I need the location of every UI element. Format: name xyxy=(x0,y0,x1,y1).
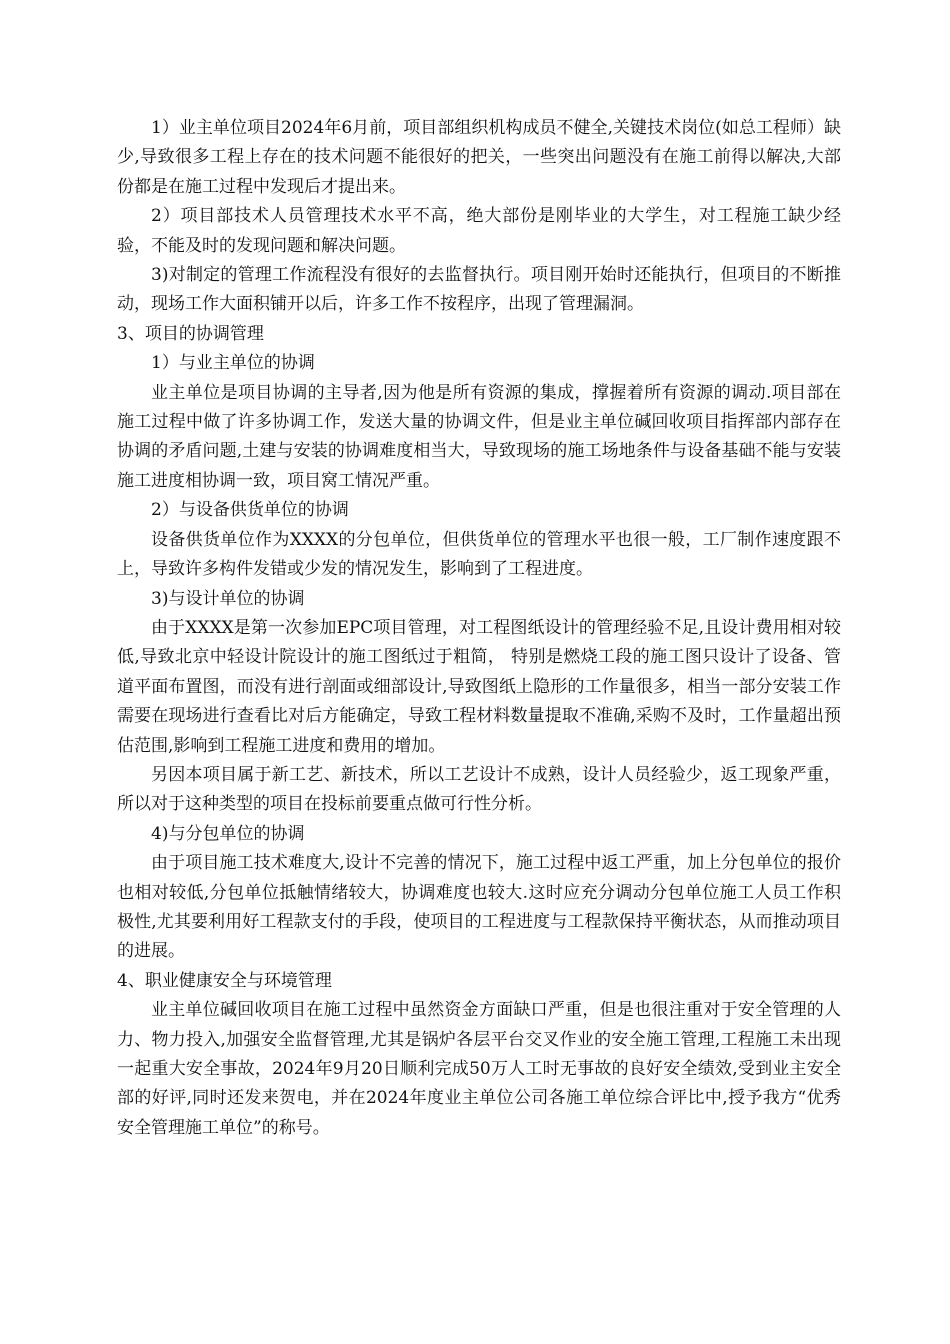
section-heading-4: 4、职业健康安全与环境管理 xyxy=(117,970,332,991)
subheading-supplier-coordination: 2）与设备供货单位的协调 xyxy=(151,500,349,521)
subheading-subcontractor-coordination: 4)与分包单位的协调 xyxy=(151,823,305,844)
paragraph-subcontractor-coordination: 由于项目施工技术难度大,设计不完善的情况下，施工过程中返工严重，加上分包单位的报价也相对较低,分包单位抵触情绪较大，协调难度也较大.这时应充分调动分包单位施工人员工作积极性,尤其要利用好工程款支付的手段，使项目的工程进度与工程款保持平衡状态，从而推动项目的进展。 xyxy=(117,853,841,962)
paragraph-2: 2）项目部技术人员管理技术水平不高，绝大部份是刚毕业的大学生，对工程施工缺少经验，不能及时的发现问题和解决问题。 xyxy=(117,206,841,256)
paragraph-1: 1）业主单位项目2024年6月前，项目部组织机构成员不健全,关键技术岗位(如总工程师）缺少,导致很多工程上存在的技术问题不能很好的把关，一些突出问题没有在施工前得以解决,大部份都是在施工过程中发现后才提出来。 xyxy=(117,118,841,197)
document-page xyxy=(117,114,841,1143)
subheading-owner-coordination: 1）与业主单位的协调 xyxy=(151,353,315,374)
subheading-design-coordination: 3)与设计单位的协调 xyxy=(151,588,305,609)
paragraph-new-technology: 另因本项目属于新工艺、新技术，所以工艺设计不成熟，设计人员经验少，返工现象严重，所以对于这种类型的项目在投标前要重点做可行性分析。 xyxy=(117,764,841,815)
paragraph-design-coordination: 由于XXXX是第一次参加EPC项目管理，对工程图纸设计的管理经验不足,且设计费用相对较低,导致北京中轻设计院设计的施工图纸过于粗简， 特别是燃烧工段的施工图只设计了设备、管道平面布置图，而没有进行剖面或细部设计,导致图纸上隐形的工作量很多，相当一部分安装工作需要在现场进行查看比对后方能确定，导致工程材料数量提取不准确,采购不及时，工作量超出预估范围,影响到工程施工进度和费用的增加。 xyxy=(117,617,841,756)
paragraph-owner-coordination: 业主单位是项目协调的主导者,因为他是所有资源的集成，撑握着所有资源的调动.项目部在施工过程中做了许多协调工作，发送大量的协调文件，但是业主单位碱回收项目指挥部内部存在协调的矛盾问题,土建与安装的协调难度相当大，导致现场的施工场地条件与设备基础不能与安装施工进度相协调一致，项目窝工情况严重。 xyxy=(117,382,841,491)
paragraph-safety-management: 业主单位碱回收项目在施工过程中虽然资金方面缺口严重，但是也很注重对于安全管理的人力、物力投入,加强安全监督管理,尤其是锅炉各层平台交叉作业的安全施工管理,工程施工未出现一起重大安全事故，2024年9月20日顺利完成50万人工时无事故的良好安全绩效,受到业主安全部的好评,同时还发来贺电，并在2024年度业主单位公司各施工单位综合评比中,授予我方“优秀安全管理施工单位”的称号。 xyxy=(117,1000,841,1138)
section-heading-3: 3、项目的协调管理 xyxy=(117,323,264,344)
paragraph-supplier-coordination: 设备供货单位作为XXXX的分包单位，但供货单位的管理水平也很一般，工厂制作速度跟不上，导致许多构件发错或少发的情况发生，影响到了工程进度。 xyxy=(117,529,841,580)
paragraph-3: 3)对制定的管理工作流程没有很好的去监督执行。项目刚开始时还能执行，但项目的不断推动，现场工作大面积铺开以后，许多工作不按程序，出现了管理漏洞。 xyxy=(117,265,841,315)
